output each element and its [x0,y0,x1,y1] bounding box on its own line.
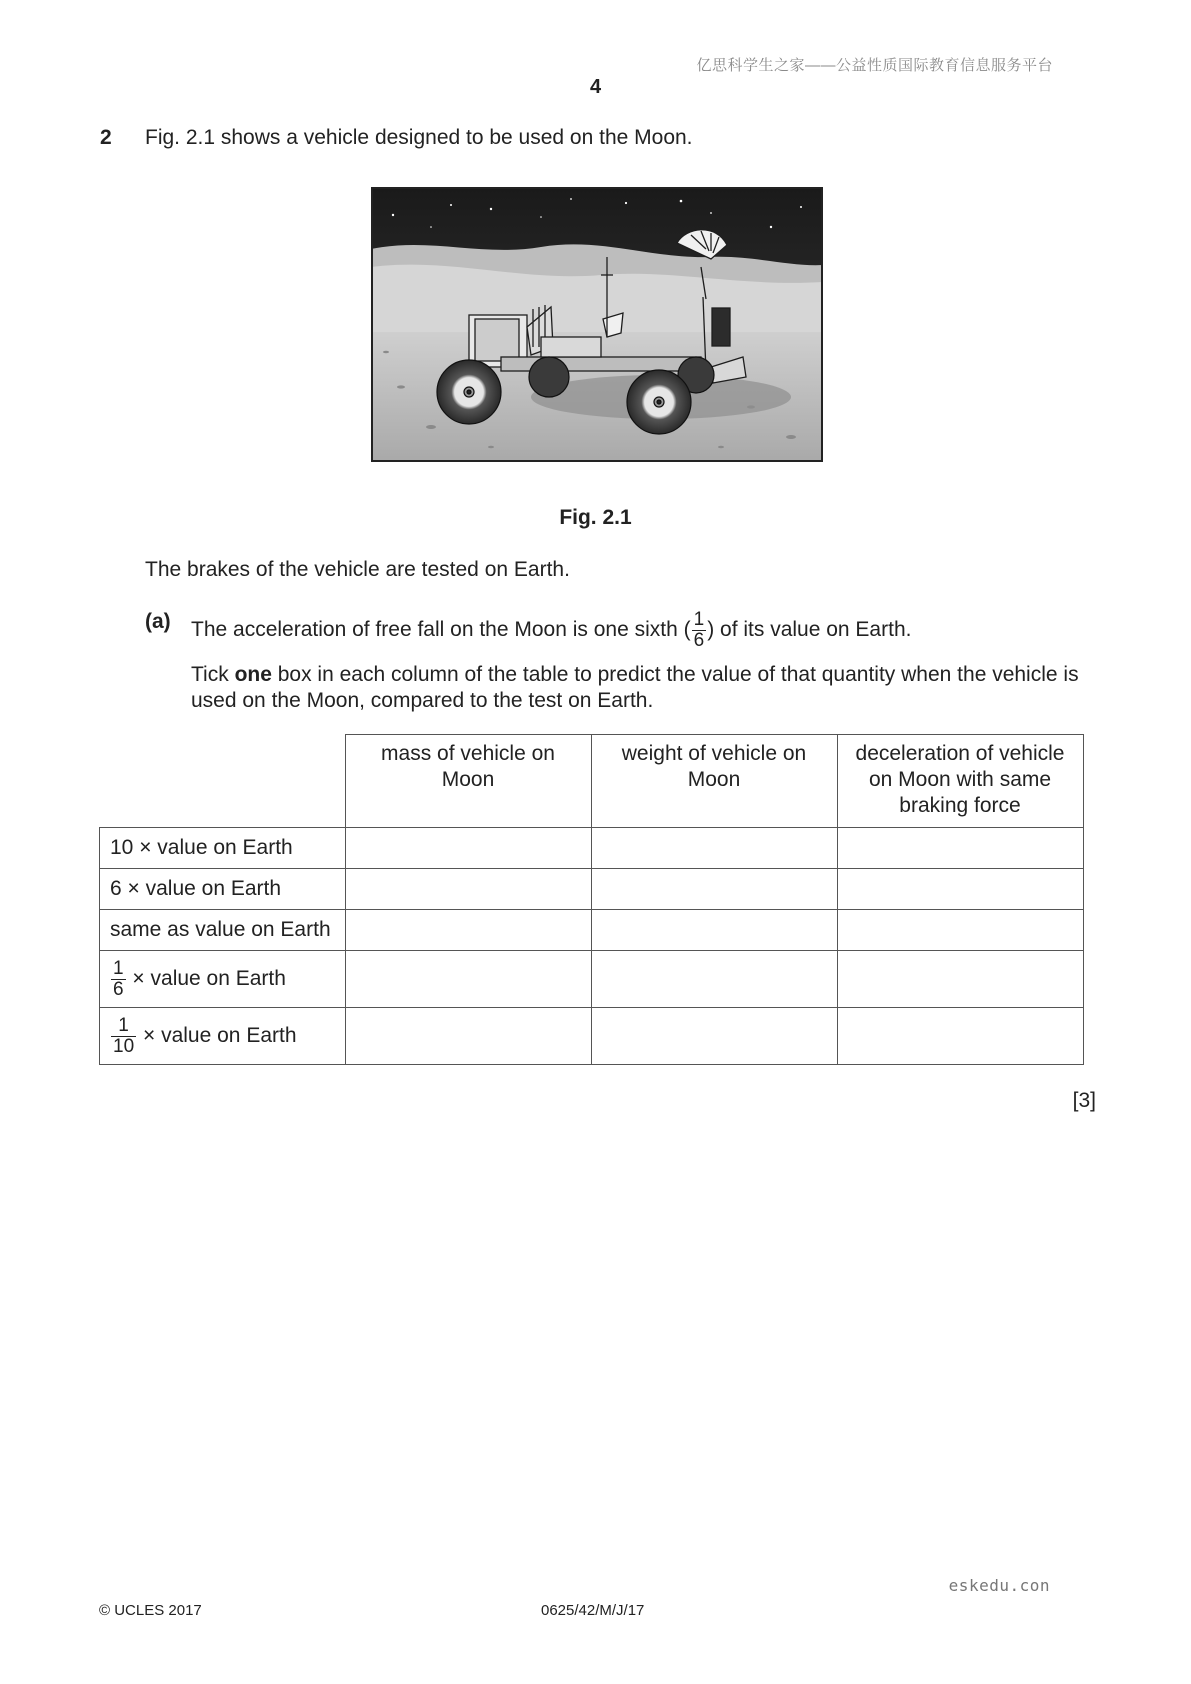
tick-box[interactable] [345,1008,591,1065]
row-label: 6 × value on Earth [100,869,346,910]
tick-box[interactable] [837,910,1083,951]
fraction-numerator: 1 [693,609,705,630]
question-text: Fig. 2.1 shows a vehicle designed to be used on the Moon. [145,126,693,149]
part-a-instruction [191,662,1096,714]
question-number: 2 [100,126,112,149]
instruction-post: box in each column of the table to predict the value of that quantity when the vehicle is used on the Moon, compared to the test on Earth. [191,663,1079,712]
column-header-mass: mass of vehicle on Moon [345,735,591,828]
figure-caption: Fig. 2.1 [559,506,632,529]
site-watermark: eskedu.con [948,1576,1050,1595]
fraction-denominator: 10 [113,1035,135,1057]
row-fraction [111,959,126,1000]
fraction-numerator: 1 [113,957,124,979]
column-header-deceleration: deceleration of vehicle on Moon with same braking force [837,735,1083,828]
part-a-label: (a) [145,610,171,633]
row-label: 10 × value on Earth [100,828,346,869]
footer-copyright: © UCLES 2017 [99,1602,202,1619]
moon-vehicle-figure [371,187,823,462]
table-row [100,869,1084,910]
tick-box[interactable] [591,869,837,910]
row-fraction [111,1016,136,1057]
fraction-denominator: 6 [113,978,124,1000]
table-corner [100,735,346,828]
tick-box[interactable] [345,951,591,1008]
row-label-text: × value on Earth [142,1023,297,1047]
row-label: same as value on Earth [100,910,346,951]
table-header-row [100,735,1084,828]
row-label-text: × value on Earth [132,966,286,990]
instruction-pre: Tick [191,663,235,686]
tick-box[interactable] [591,910,837,951]
marks-allocation: [3] [1072,1089,1096,1112]
tick-box[interactable] [837,828,1083,869]
table-row [100,1008,1084,1065]
tick-box[interactable] [591,828,837,869]
tick-box[interactable] [591,1008,837,1065]
question-intro: The brakes of the vehicle are tested on Earth. [145,558,570,581]
table-row [100,828,1084,869]
tick-box[interactable] [345,910,591,951]
tick-box[interactable] [345,828,591,869]
page-number: 4 [589,76,602,98]
tick-box[interactable] [591,951,837,1008]
fraction-numerator: 1 [111,1016,136,1037]
part-a-text [191,610,911,651]
tick-box[interactable] [837,869,1083,910]
part-a-text-after: ) of its value on Earth. [707,618,912,642]
part-a-text-before: The acceleration of free fall on the Moon is one sixth ( [191,618,691,642]
footer-paper-code: 0625/42/M/J/17 [541,1602,645,1619]
watermark-text: 亿思科学生之家——公益性质国际教育信息服务平台 [696,57,1053,74]
row-label [100,1008,346,1065]
answer-table [99,734,1084,1065]
tick-box[interactable] [345,869,591,910]
table-row [100,951,1084,1008]
tick-box[interactable] [837,1008,1083,1065]
table-row [100,910,1084,951]
tick-box[interactable] [837,951,1083,1008]
row-label [100,951,346,1008]
column-header-weight: weight of vehicle on Moon [591,735,837,828]
one-sixth-fraction [692,610,707,651]
fraction-denominator: 6 [693,630,705,651]
instruction-bold: one [234,663,272,686]
